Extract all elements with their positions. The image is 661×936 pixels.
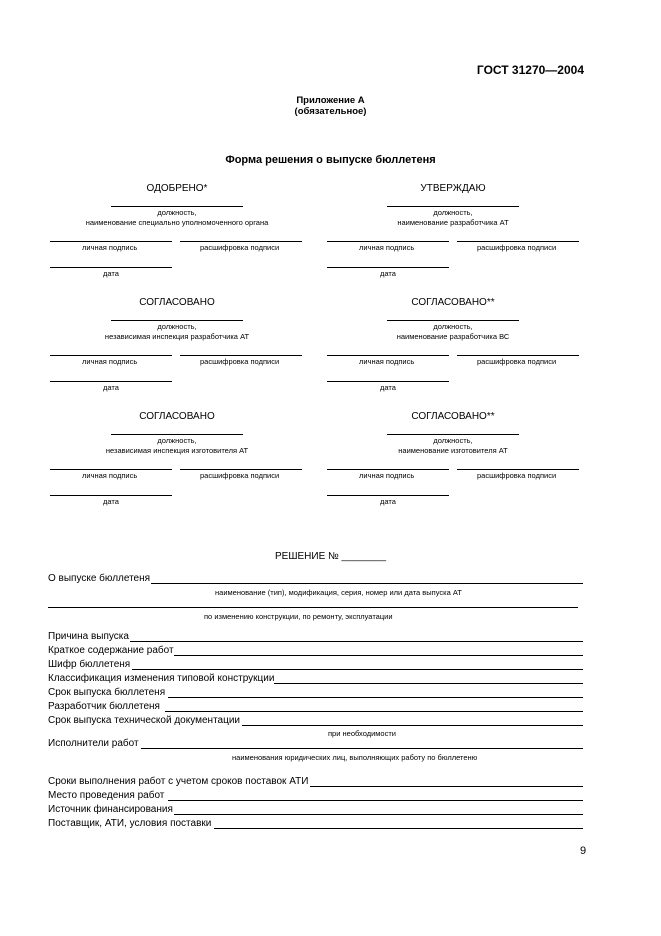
- signature-line[interactable]: [50, 469, 172, 470]
- field-label: Источник финансирования: [48, 804, 173, 815]
- field-line[interactable]: [242, 725, 583, 726]
- field-label: Классификация изменения типовой конструкции: [48, 673, 275, 684]
- position-line[interactable]: [111, 434, 243, 435]
- block-heading: СОГЛАСОВАНО**: [411, 297, 495, 308]
- field-label: Шифр бюллетеня: [48, 659, 131, 670]
- field-line[interactable]: [274, 683, 583, 684]
- decision-title: РЕШЕНИЕ № ________: [274, 551, 387, 562]
- decode-caption: расшифровка подписи: [200, 357, 280, 366]
- decode-line[interactable]: [180, 241, 302, 242]
- date-caption: дата: [103, 269, 119, 278]
- field-line[interactable]: [214, 828, 583, 829]
- field-line[interactable]: [130, 641, 583, 642]
- position-line[interactable]: [111, 206, 243, 207]
- field-label: Срок выпуска технической документации: [48, 715, 240, 726]
- date-line[interactable]: [50, 267, 172, 268]
- field-label: Срок выпуска бюллетеня: [48, 687, 166, 698]
- position-line[interactable]: [111, 320, 243, 321]
- date-caption: дата: [103, 497, 119, 506]
- date-caption: дата: [380, 497, 396, 506]
- field-label: Поставщик, АТИ, условия поставки: [48, 818, 212, 829]
- signature-caption: личная подпись: [359, 243, 415, 252]
- signature-line[interactable]: [327, 469, 449, 470]
- date-line[interactable]: [327, 381, 449, 382]
- date-line[interactable]: [50, 381, 172, 382]
- position-caption: должность, независимая инспекция изготовителя АТ: [105, 436, 249, 455]
- about-label: О выпуске бюллетеня: [48, 573, 151, 584]
- signature-caption: личная подпись: [359, 357, 415, 366]
- field-label: Краткое содержание работ: [48, 645, 174, 656]
- signature-caption: личная подпись: [359, 471, 415, 480]
- block-heading: СОГЛАСОВАНО: [139, 411, 215, 422]
- block-heading: СОГЛАСОВАНО**: [411, 411, 495, 422]
- decode-line[interactable]: [457, 469, 579, 470]
- form-title: Форма решения о выпуске бюллетеня: [225, 154, 436, 166]
- field-label: Причина выпуска: [48, 631, 129, 642]
- position-caption: должность, независимая инспекция разработчика АТ: [104, 322, 250, 341]
- doc-caption: при необходимости: [328, 729, 396, 738]
- field-line[interactable]: [174, 814, 583, 815]
- date-line[interactable]: [50, 495, 172, 496]
- position-line[interactable]: [387, 434, 519, 435]
- date-line[interactable]: [327, 495, 449, 496]
- signature-caption: личная подпись: [82, 243, 138, 252]
- block-heading: СОГЛАСОВАНО: [139, 297, 215, 308]
- appendix-title: Приложение А: [296, 95, 365, 106]
- decode-line[interactable]: [180, 355, 302, 356]
- decode-caption: расшифровка подписи: [200, 471, 280, 480]
- field-line[interactable]: [174, 655, 583, 656]
- executors-caption: наименования юридических лиц, выполняющих работу по бюллетеню: [232, 753, 478, 762]
- signature-caption: личная подпись: [82, 471, 138, 480]
- position-caption: должность, наименование разработчика АТ: [397, 208, 509, 227]
- position-caption: должность, наименование специально уполномоченного органа: [85, 208, 269, 227]
- field-line[interactable]: [310, 786, 583, 787]
- position-caption: должность, наименование разработчика ВС: [396, 322, 510, 341]
- field-line[interactable]: [132, 669, 583, 670]
- decode-caption: расшифровка подписи: [200, 243, 280, 252]
- about-caption-2: по изменению конструкции, по ремонту, эксплуатации: [204, 612, 393, 621]
- about-caption: наименование (тип), модификация, серия, номер или дата выпуска АТ: [215, 588, 462, 597]
- decode-caption: расшифровка подписи: [477, 471, 557, 480]
- position-caption: должность, наименование изготовителя АТ: [398, 436, 508, 455]
- signature-line[interactable]: [327, 355, 449, 356]
- field-line[interactable]: [141, 748, 583, 749]
- field-line[interactable]: [168, 697, 583, 698]
- decode-caption: расшифровка подписи: [477, 357, 557, 366]
- date-caption: дата: [380, 269, 396, 278]
- field-label: Сроки выполнения работ с учетом сроков поставок АТИ: [48, 776, 309, 787]
- field-line[interactable]: [168, 800, 583, 801]
- page-number: 9: [580, 845, 587, 857]
- date-caption: дата: [380, 383, 396, 392]
- position-line[interactable]: [387, 320, 519, 321]
- signature-line[interactable]: [327, 241, 449, 242]
- signature-line[interactable]: [50, 241, 172, 242]
- date-caption: дата: [103, 383, 119, 392]
- standard-number: ГОСТ 31270—2004: [476, 63, 584, 77]
- decode-caption: расшифровка подписи: [477, 243, 557, 252]
- about-line-2[interactable]: [48, 607, 578, 608]
- field-label: Исполнители работ: [48, 738, 139, 749]
- decode-line[interactable]: [457, 355, 579, 356]
- signature-line[interactable]: [50, 355, 172, 356]
- signature-caption: личная подпись: [82, 357, 138, 366]
- field-label: Разработчик бюллетеня: [48, 701, 160, 712]
- field-line[interactable]: [165, 711, 583, 712]
- field-label: Место проведения работ: [48, 790, 165, 801]
- decode-line[interactable]: [180, 469, 302, 470]
- appendix-subtitle: (обязательное): [294, 106, 367, 117]
- position-line[interactable]: [387, 206, 519, 207]
- block-heading: УТВЕРЖДАЮ: [420, 183, 486, 194]
- block-heading: ОДОБРЕНО*: [146, 183, 208, 194]
- date-line[interactable]: [327, 267, 449, 268]
- decode-line[interactable]: [457, 241, 579, 242]
- about-line[interactable]: [151, 583, 583, 584]
